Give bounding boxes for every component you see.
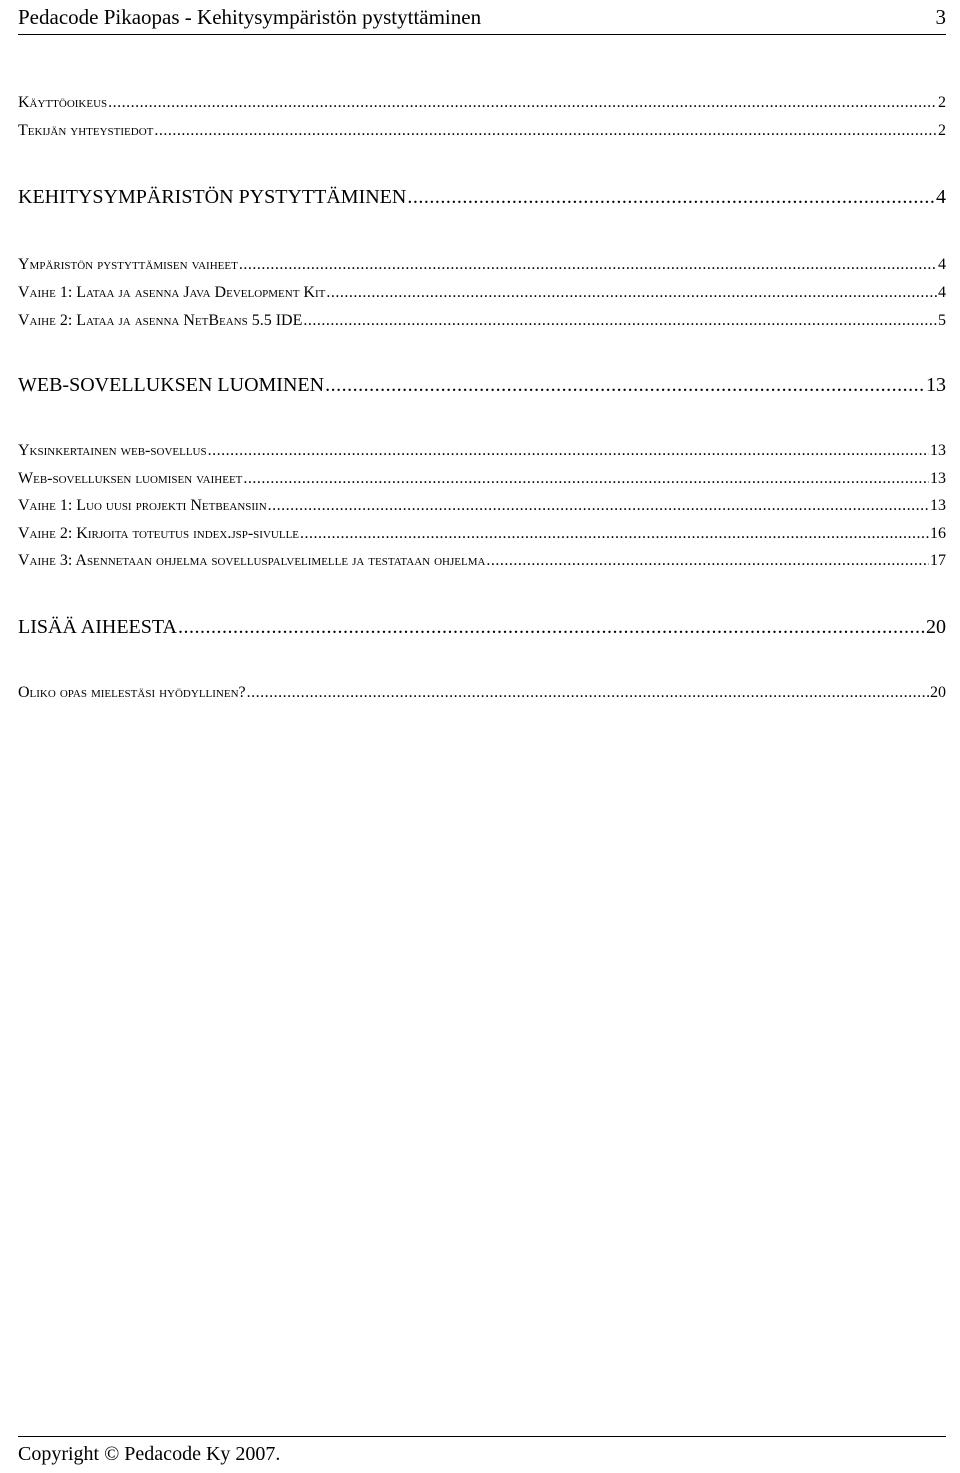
toc-leader-dots bbox=[407, 186, 935, 209]
toc-leader-dots bbox=[239, 256, 937, 274]
toc-entry-label: Vaihe 3: Asennetaan ohjelma sovelluspalvelimelle ja testataan ohjelma bbox=[18, 552, 486, 569]
toc-entry-page: 20 bbox=[930, 684, 946, 701]
page-number: 3 bbox=[935, 5, 946, 29]
toc-entry-ympariston-vaiheet[interactable] bbox=[18, 256, 946, 274]
toc-entry-page: 13 bbox=[926, 374, 946, 396]
toc-entry-page: 13 bbox=[930, 497, 946, 514]
toc-entry-page: 4 bbox=[938, 284, 946, 301]
toc-entry-label: Ympäristön pystyttämisen vaiheet bbox=[18, 256, 238, 273]
toc-entry-label: LISÄÄ AIHEESTA bbox=[18, 616, 177, 638]
toc-entry-vaihe3-asennetaan[interactable] bbox=[18, 552, 946, 570]
toc-entry-page: 17 bbox=[930, 552, 946, 569]
toc-leader-dots bbox=[178, 616, 925, 639]
toc-entry-vaihe1-jdk[interactable] bbox=[18, 284, 946, 302]
toc-leader-dots bbox=[300, 525, 929, 543]
toc-entry-label: WEB-SOVELLUKSEN LUOMINEN bbox=[18, 374, 325, 396]
toc-entry-page: 16 bbox=[930, 525, 946, 542]
toc-entry-page: 13 bbox=[930, 470, 946, 487]
toc-entry-label: Web-sovelluksen luomisen vaiheet bbox=[18, 470, 243, 487]
toc-entry-label: Vaihe 1: Lataa ja asenna Java Development Kit bbox=[18, 284, 326, 301]
toc-leader-dots bbox=[303, 312, 937, 330]
toc-leader-dots bbox=[154, 122, 937, 140]
toc-entry-oliko-opas-hyodyllinen[interactable] bbox=[18, 684, 946, 702]
toc-leader-dots bbox=[486, 552, 929, 570]
toc-entry-label: Oliko opas mielestäsi hyödyllinen? bbox=[18, 684, 246, 701]
page-header bbox=[18, 2, 946, 35]
toc-entry-vaihe1-projekti[interactable] bbox=[18, 497, 946, 515]
toc-entry-yksinkertainen-web-sovellus[interactable] bbox=[18, 442, 946, 460]
document-title: Pedacode Pikaopas - Kehitysympäristön pystyttäminen bbox=[18, 5, 482, 29]
toc-entry-label: Vaihe 2: Lataa ja asenna NetBeans 5.5 IDE bbox=[18, 312, 303, 329]
toc-entry-web-sovelluksen-luominen[interactable] bbox=[18, 374, 946, 397]
toc-entry-label: Yksinkertainen web-sovellus bbox=[18, 442, 207, 459]
page-footer bbox=[18, 1436, 946, 1471]
toc-entry-page: 5 bbox=[938, 312, 946, 329]
toc-entry-page: 20 bbox=[926, 616, 946, 638]
toc-entry-page: 13 bbox=[930, 442, 946, 459]
toc-entry-label: Tekijän yhteystiedot bbox=[18, 122, 154, 139]
toc-entry-vaihe2-index-jsp[interactable] bbox=[18, 525, 946, 543]
toc-entry-page: 4 bbox=[938, 256, 946, 273]
toc-entry-page: 2 bbox=[938, 122, 946, 139]
toc-entry-label: Vaihe 2: Kirjoita toteutus index.jsp-sivulle bbox=[18, 525, 300, 542]
toc-entry-label: Käyttöoikeus bbox=[18, 94, 108, 111]
toc-entry-kayttooikeus[interactable] bbox=[18, 94, 946, 112]
toc-entry-kehitysympariston-pystyttaminen[interactable] bbox=[18, 186, 946, 209]
toc-leader-dots bbox=[326, 284, 937, 302]
toc-entry-tekijan-yhteystiedot[interactable] bbox=[18, 122, 946, 140]
toc-entry-vaihe2-netbeans[interactable] bbox=[18, 312, 946, 330]
toc-leader-dots bbox=[108, 94, 937, 112]
copyright-text: Copyright © Pedacode Ky 2007. bbox=[18, 1443, 281, 1465]
toc-entry-label: Vaihe 1: Luo uusi projekti Netbeansiin bbox=[18, 497, 267, 514]
toc-leader-dots bbox=[325, 374, 925, 397]
toc-entry-label: KEHITYSYMPÄRISTÖN PYSTYTTÄMINEN bbox=[18, 186, 407, 208]
toc-entry-page: 2 bbox=[938, 94, 946, 111]
toc-entry-page: 4 bbox=[936, 186, 946, 208]
toc-entry-luomisen-vaiheet[interactable] bbox=[18, 470, 946, 488]
toc-leader-dots bbox=[243, 470, 929, 488]
toc-entry-lisaa-aiheesta[interactable] bbox=[18, 616, 946, 639]
toc-leader-dots bbox=[247, 684, 929, 702]
toc-leader-dots bbox=[268, 497, 929, 515]
toc-leader-dots bbox=[208, 442, 929, 460]
